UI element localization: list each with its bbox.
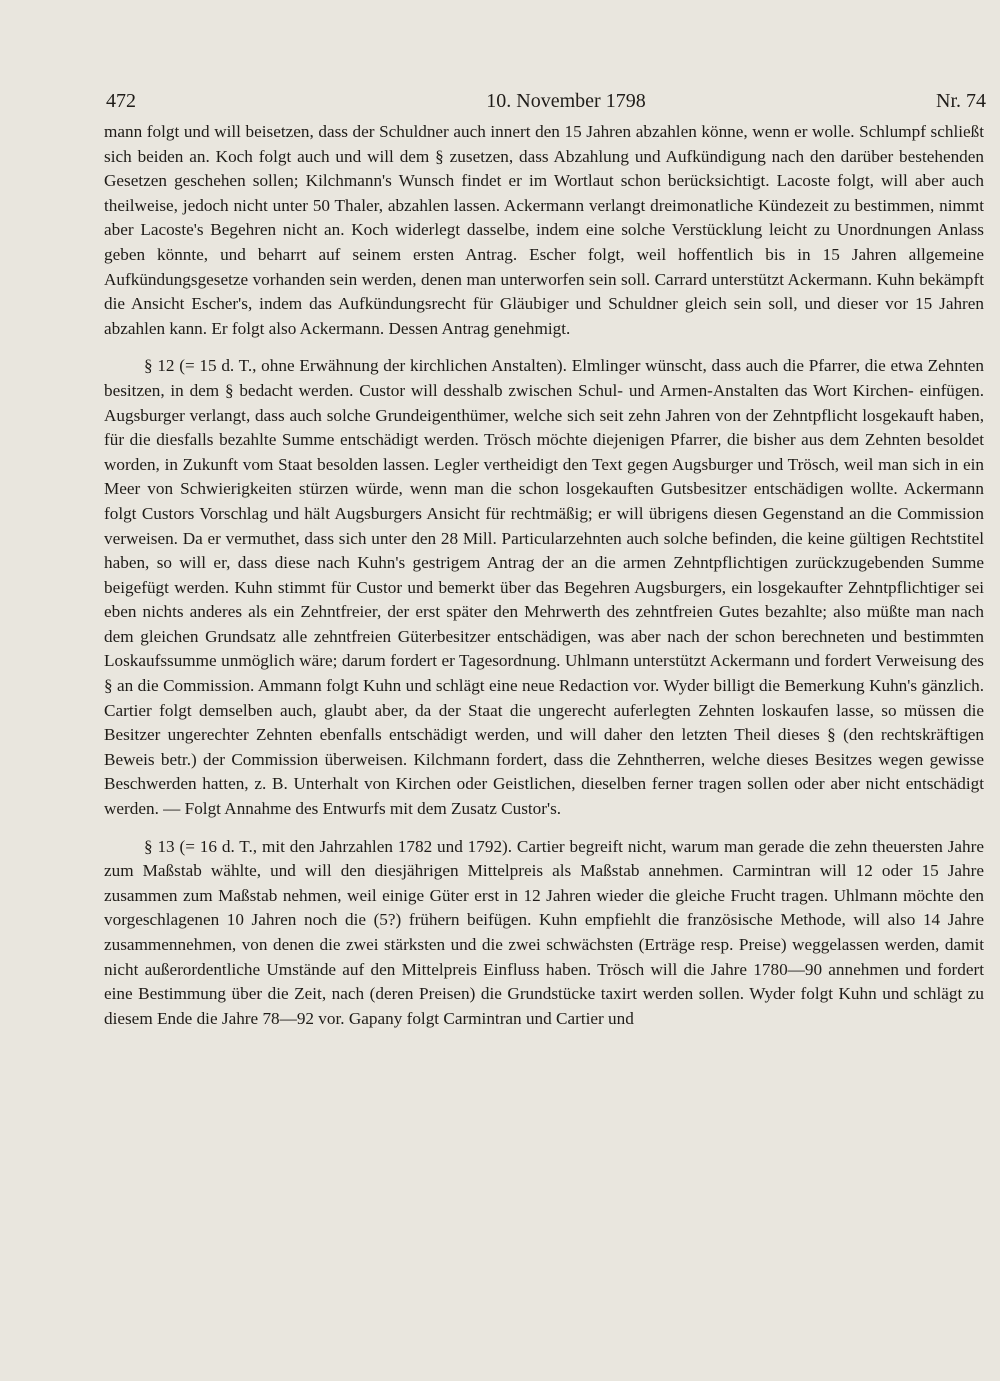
header-date: 10. November 1798 [486,90,646,112]
paragraph-continuation: mann folgt und will beisetzen, dass der Schuldner auch innert den 15 Jahren abzahlen könne, wenn er wolle. Schlumpf schließt sich beiden an. Koch folgt auch und will dem § zusetzen, dass Abzahlung und Aufkündigung nach den darüber bestehenden Gesetzen geschehen sollen; Kilchmann's Wunsch findet er im Wortlaut schon berücksichtigt. Lacoste folgt, will aber auch theilweise, jedoch nicht unter 50 Thaler, abzahlen lassen. Ackermann verlangt dreimonatliche Kündezeit zu bestimmen, nimmt aber Lacoste's Begehren nicht an. Koch widerlegt dasselbe, indem eine solche Verstücklung leicht zu Unordnungen Anlass geben könnte, und beharrt auf seinem ersten Antrag. Escher folgt, weil hoffentlich bis in 15 Jahren allgemeine Aufkündungsgesetze vorhanden sein werden, denen man unterworfen sein soll. Carrard unterstützt Ackermann. Kuhn bekämpft die Ansicht Escher's, indem das Aufkündungsrecht für Gläubiger und Schuldner gleich sein soll, und dieser vor 15 Jahren abzahlen kann. Er folgt also Ackermann. Dessen Antrag genehmigt. [104,122,984,338]
paragraph-section-13: § 13 (= 16 d. T., mit den Jahrzahlen 1782 und 1792). Cartier begreift nicht, warum man gerade die zehn theuersten Jahre zum Maßstab wählte, und will den diesjährigen Mittelpreis als Maßstab annehmen. Carmintran will 12 oder 15 Jahre zusammen zum Maßstab nehmen, weil einige Güter erst in 12 Jahren wieder die gleiche Frucht tragen. Uhlmann möchte den vorgeschlagenen 10 Jahren noch die (5?) frühern beifügen. Kuhn empfiehlt die französische Methode, will also 14 Jahre zusammennehmen, von denen die zwei stärksten und die zwei schwächsten (Erträge resp. Preise) weggelassen werden, damit nicht außerordentliche Umstände auf den Mittelpreis Einfluss haben. Trösch will die Jahre 1780—90 annehmen und fordert eine Bestimmung über die Zeit, nach (deren Preisen) die Grundstücke taxirt werden sollen. Wyder folgt Kuhn und schlägt zu diesem Ende die Jahre 78—92 vor. Gapany folgt Carmintran und Cartier und [104,836,984,1028]
page-number: 472 [106,90,136,112]
paragraph-section-12: § 12 (= 15 d. T., ohne Erwähnung der kirchlichen Anstalten). Elmlinger wünscht, dass auch die Pfarrer, die etwa Zehnten besitzen, in dem § bedacht werden. Custor will desshalb zwischen Schul- und Armen-Anstalten das Wort Kirchen- einfügen. Augsburger verlangt, dass auch solche Grundeigenthümer, welche sich seit zehn Jahren von der Zehntpflicht losgekauft haben, für die diesfalls bezahlte Summe entschädigt werden. Trösch möchte diejenigen Pfarrer, die bisher aus dem Zehnten besoldet worden, in Zukunft vom Staat besolden lassen. Legler vertheidigt den Text gegen Augsburger und Trösch, weil man sich in ein Meer von Schwierigkeiten stürzen würde, wenn man die schon losgekauften Gutsbesitzer entschädigen wollte. Ackermann folgt Custors Vorschlag und hält Augsburgers Ansicht für rechtmäßig; er will übrigens diesen Gegenstand an die Commission verweisen. Da er vermuthet, dass sich unter den 28 Mill. Particularzehnten auch solche befinden, die keine gültigen Rechtstitel haben, so will er, dass diese nach Kuhn's gestrigem Antrag der an die armen Zehntpflichtigen zurückzugebenden Summe beigefügt werden. Kuhn stimmt für Custor und bemerkt über das Begehren Augsburgers, ein losgekaufter Zehntpflichtiger sei eben nichts anderes als ein Zehntfreier, der erst später den Mehrwerth des zehntfreien Gutes bezahlte; also müßte man nach dem gleichen Grundsatz alle zehntfreien Güterbesitzer entschädigen, was aber nach der schon berechneten und bestimmten Loskaufssumme unmöglich wäre; darum fordert er Tagesordnung. Uhlmann unterstützt Ackermann und fordert Verweisung des § an die Commission. Ammann folgt Kuhn und schlägt eine neue Redaction vor. Wyder billigt die Bemerkung Kuhn's gänzlich. Cartier folgt demselben auch, glaubt aber, da der Staat die ungerecht auferlegten Zehnten loskaufen lasse, so müssen die Besitzer ungerechter Zehnten ebenfalls entschädigt werden, und will daher den letzten Theil dieses § (den rechtskräftigen Beweis betr.) der Commission überweisen. Kilchmann fordert, dass die Zehntherren, welche dieses Besitzes wegen gewisse Beschwerden hatten, z. B. Unterhalt von Kirchen oder Geistlichen, dieselben ferner tragen sollen oder aber nicht entschädigt werden. — Folgt Annahme des Entwurfs mit dem Zusatz Custor's. [104,356,984,819]
issue-number: Nr. 74 [936,90,986,112]
document-body [104,120,984,1031]
page-header [106,86,986,116]
